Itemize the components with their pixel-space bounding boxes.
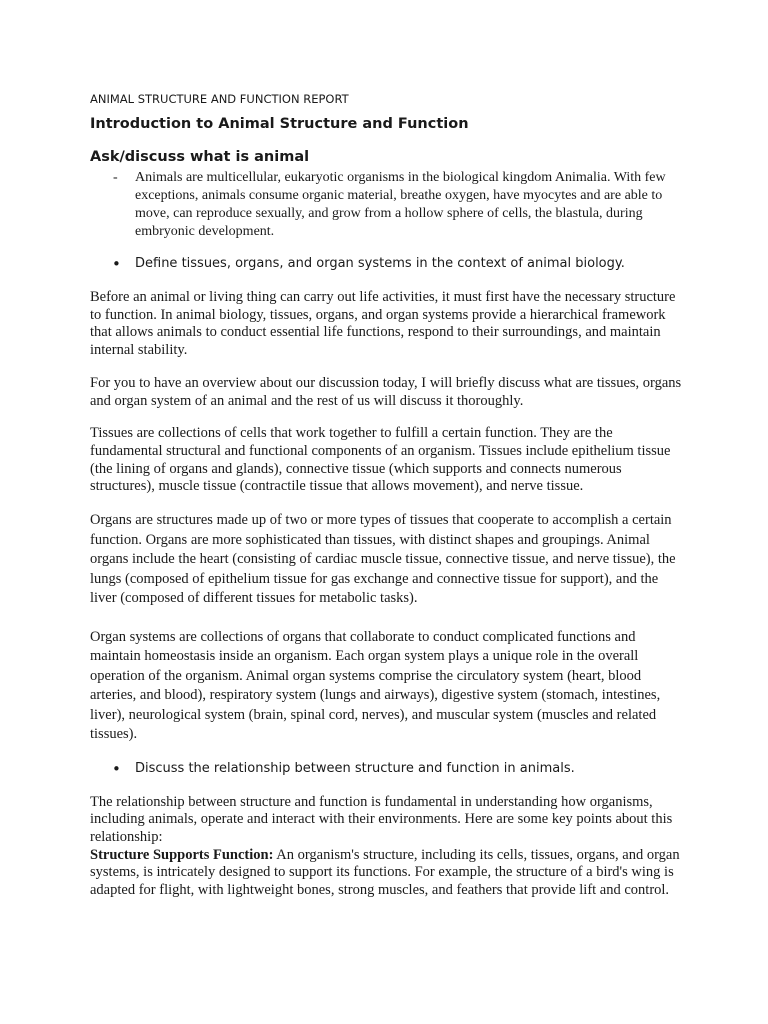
paragraph-organs: Organs are structures made up of two or more types of tissues that cooperate to accomplish a certain function. Organs are more sophisticated than tissues, with distinct shapes and groupings. Animal organs include the heart (consisting of cardiac muscle tissue, connective tissue, and nerve tissue), the lungs (composed of epithelium tissue for gas exchange and connective tissue for support), and the liver (composed of different tissues for metabolic tasks). (90, 512, 676, 607)
document-page (90, 92, 682, 915)
paragraph-overview: For you to have an overview about our discussion today, I will briefly discuss what are tissues, organs and organ system of an animal and the rest of us will discuss it thoroughly. (90, 374, 682, 409)
paragraph-relationship: The relationship between structure and function is fundamental in understanding how organisms, including animals, operate and interact with their environments. Here are some key points about this relationship: (90, 793, 673, 845)
list-item (90, 169, 682, 241)
paragraph-structure-supports (90, 847, 682, 900)
paragraph-before: Before an animal or living thing can carry out life activities, it must first have the necessary structure to function. In animal biology, tissues, organs, and organ systems provide a hierarchical framework that allows animals to conduct essential life functions, respond to their surroundings, and maintain internal stability. (90, 289, 676, 359)
structure-supports-label: Structure Supports Function: (90, 846, 274, 863)
animal-definition-text: Animals are multicellular, eukaryotic organisms in the biological kingdom Animalia. With few exceptions, animals consume organic material, breathe oxygen, have myocytes and are able to move, can reproduce sexually, and grow from a hollow sphere of cells, the blastula, during embryonic development. (135, 170, 666, 239)
heading-ask-discuss: Ask/discuss what is animal (90, 149, 310, 165)
structure-supports-text: An organism's structure, including its cells, tissues, organs, and organ systems, is intricately designed to support its functions. For example, the structure of a bird's wing is adapted for flight, with lightweight bones, strong muscles, and feathers that provide lift and control. (90, 846, 680, 899)
report-title: ANIMAL STRUCTURE AND FUNCTION REPORT (90, 92, 349, 106)
paragraph-tissues: Tissues are collections of cells that work together to fulfill a certain function. They are the fundamental structural and functional components of an organism. Tissues include epithelium tissue (the lining of organs and glands), connective tissue (which supports and connects numerous structures), muscle tissue (contractile tissue that allows movement), and nerve tissue. (90, 425, 671, 495)
dash-list (90, 169, 682, 241)
paragraph-organ-systems: Organ systems are collections of organs that collaborate to conduct complicated functions and maintain homeostasis inside an organism. Each organ system plays a unique role in the overall operation of the organism. Animal organ systems comprise the circulatory system (heart, blood arteries, and blood), respiratory system (lungs and airways), digestive system (stomach, intestines, liver), neurological system (brain, spinal cord, nerves), and muscular system (muscles and related tissues). (90, 628, 661, 743)
bullet-relationship-text: Discuss the relationship between structure and function in animals. (135, 760, 575, 776)
heading-introduction: Introduction to Animal Structure and Function (90, 116, 469, 132)
bullet-marker: • (112, 255, 121, 273)
bullet-marker: • (112, 759, 121, 778)
dash-marker: - (113, 170, 118, 185)
bullet-relationship (90, 760, 682, 778)
bullet-define-tissues (90, 255, 682, 273)
bullet-define-text: Define tissues, organs, and organ systems in the context of animal biology. (135, 256, 625, 271)
